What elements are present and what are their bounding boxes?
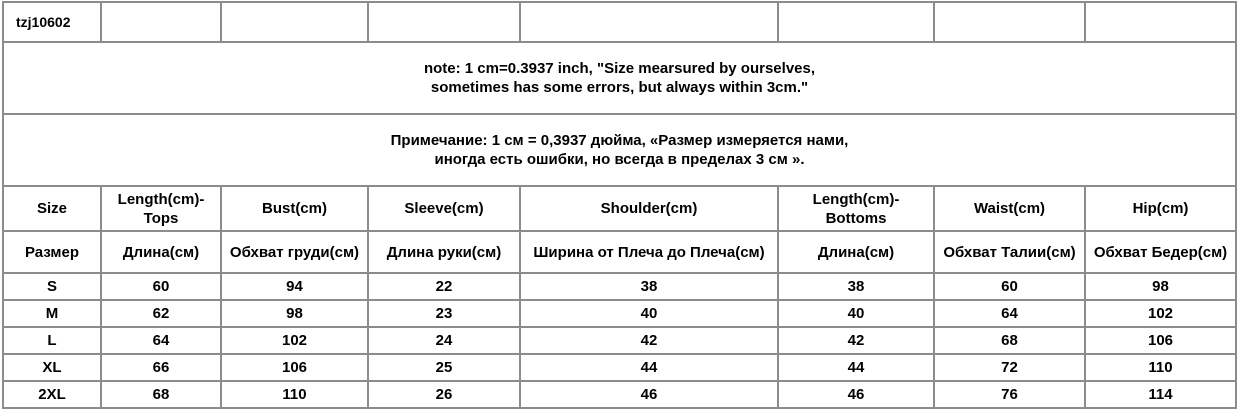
size-chart-table [2, 1, 1237, 409]
header-shoulder-ru: Ширина от Плеча до Плеча(см) [520, 231, 778, 273]
empty-cell [221, 2, 368, 42]
cell-length-tops: 60 [101, 273, 221, 300]
header-row-russian [3, 231, 1236, 273]
note-russian-row [3, 114, 1236, 186]
cell-sleeve: 22 [368, 273, 520, 300]
cell-waist: 68 [934, 327, 1085, 354]
empty-cell [368, 2, 520, 42]
cell-size: 2XL [3, 381, 101, 408]
header-length-bottoms-ru: Длина(см) [778, 231, 934, 273]
cell-size: S [3, 273, 101, 300]
table-row [3, 273, 1236, 300]
header-bust: Bust(cm) [221, 186, 368, 231]
cell-length-tops: 66 [101, 354, 221, 381]
header-length-bottoms-line-1: Length(cm)- [812, 190, 900, 208]
cell-bust: 106 [221, 354, 368, 381]
cell-shoulder: 46 [520, 381, 778, 408]
cell-bust: 98 [221, 300, 368, 327]
cell-hip: 110 [1085, 354, 1236, 381]
cell-bust: 102 [221, 327, 368, 354]
header-waist: Waist(cm) [934, 186, 1085, 231]
empty-cell [934, 2, 1085, 42]
header-waist-ru: Обхват Талии(см) [934, 231, 1085, 273]
cell-size: M [3, 300, 101, 327]
header-shoulder: Shoulder(cm) [520, 186, 778, 231]
cell-sleeve: 24 [368, 327, 520, 354]
header-size: Size [3, 186, 101, 231]
cell-shoulder: 44 [520, 354, 778, 381]
cell-waist: 72 [934, 354, 1085, 381]
header-size-ru: Размер [3, 231, 101, 273]
note-english [3, 42, 1236, 114]
note-english-row [3, 42, 1236, 114]
cell-sleeve: 26 [368, 381, 520, 408]
header-length-tops-ru: Длина(см) [101, 231, 221, 273]
note-russian-line-2: иногда есть ошибки, но всегда в пределах 3 см ». [434, 151, 805, 168]
cell-length-tops: 64 [101, 327, 221, 354]
cell-length-bottoms: 38 [778, 273, 934, 300]
table-row [3, 300, 1236, 327]
header-sleeve: Sleeve(cm) [368, 186, 520, 231]
note-russian-line-1: Примечание: 1 см = 0,3937 дюйма, «Размер измеряется нами, [390, 132, 849, 149]
product-code-row [3, 2, 1236, 42]
cell-size: L [3, 327, 101, 354]
cell-waist: 60 [934, 273, 1085, 300]
cell-hip: 106 [1085, 327, 1236, 354]
header-row-english [3, 186, 1236, 231]
empty-cell [520, 2, 778, 42]
table-row [3, 381, 1236, 408]
cell-size: XL [3, 354, 101, 381]
header-length-bottoms [778, 186, 934, 231]
product-code: tzj10602 [3, 2, 101, 42]
cell-hip: 98 [1085, 273, 1236, 300]
cell-waist: 64 [934, 300, 1085, 327]
note-english-line-2: sometimes has some errors, but always within 3cm." [430, 79, 809, 96]
header-length-tops-line-1: Length(cm)- [117, 190, 205, 208]
empty-cell [778, 2, 934, 42]
header-length-tops [101, 186, 221, 231]
cell-length-tops: 68 [101, 381, 221, 408]
cell-bust: 110 [221, 381, 368, 408]
cell-hip: 102 [1085, 300, 1236, 327]
cell-length-tops: 62 [101, 300, 221, 327]
header-hip: Hip(cm) [1085, 186, 1236, 231]
cell-bust: 94 [221, 273, 368, 300]
cell-length-bottoms: 42 [778, 327, 934, 354]
note-russian [3, 114, 1236, 186]
header-sleeve-ru: Длина руки(см) [368, 231, 520, 273]
cell-shoulder: 42 [520, 327, 778, 354]
cell-hip: 114 [1085, 381, 1236, 408]
cell-sleeve: 25 [368, 354, 520, 381]
table-row [3, 354, 1236, 381]
cell-length-bottoms: 40 [778, 300, 934, 327]
header-bust-ru: Обхват груди(см) [221, 231, 368, 273]
empty-cell [101, 2, 221, 42]
cell-length-bottoms: 46 [778, 381, 934, 408]
note-english-line-1: note: 1 cm=0.3937 inch, "Size mearsured by ourselves, [423, 60, 816, 77]
header-length-tops-line-2: Tops [143, 209, 179, 227]
cell-sleeve: 23 [368, 300, 520, 327]
cell-length-bottoms: 44 [778, 354, 934, 381]
cell-shoulder: 40 [520, 300, 778, 327]
cell-shoulder: 38 [520, 273, 778, 300]
empty-cell [1085, 2, 1236, 42]
cell-waist: 76 [934, 381, 1085, 408]
header-length-bottoms-line-2: Bottoms [825, 209, 887, 227]
header-hip-ru: Обхват Бедер(см) [1085, 231, 1236, 273]
table-row [3, 327, 1236, 354]
